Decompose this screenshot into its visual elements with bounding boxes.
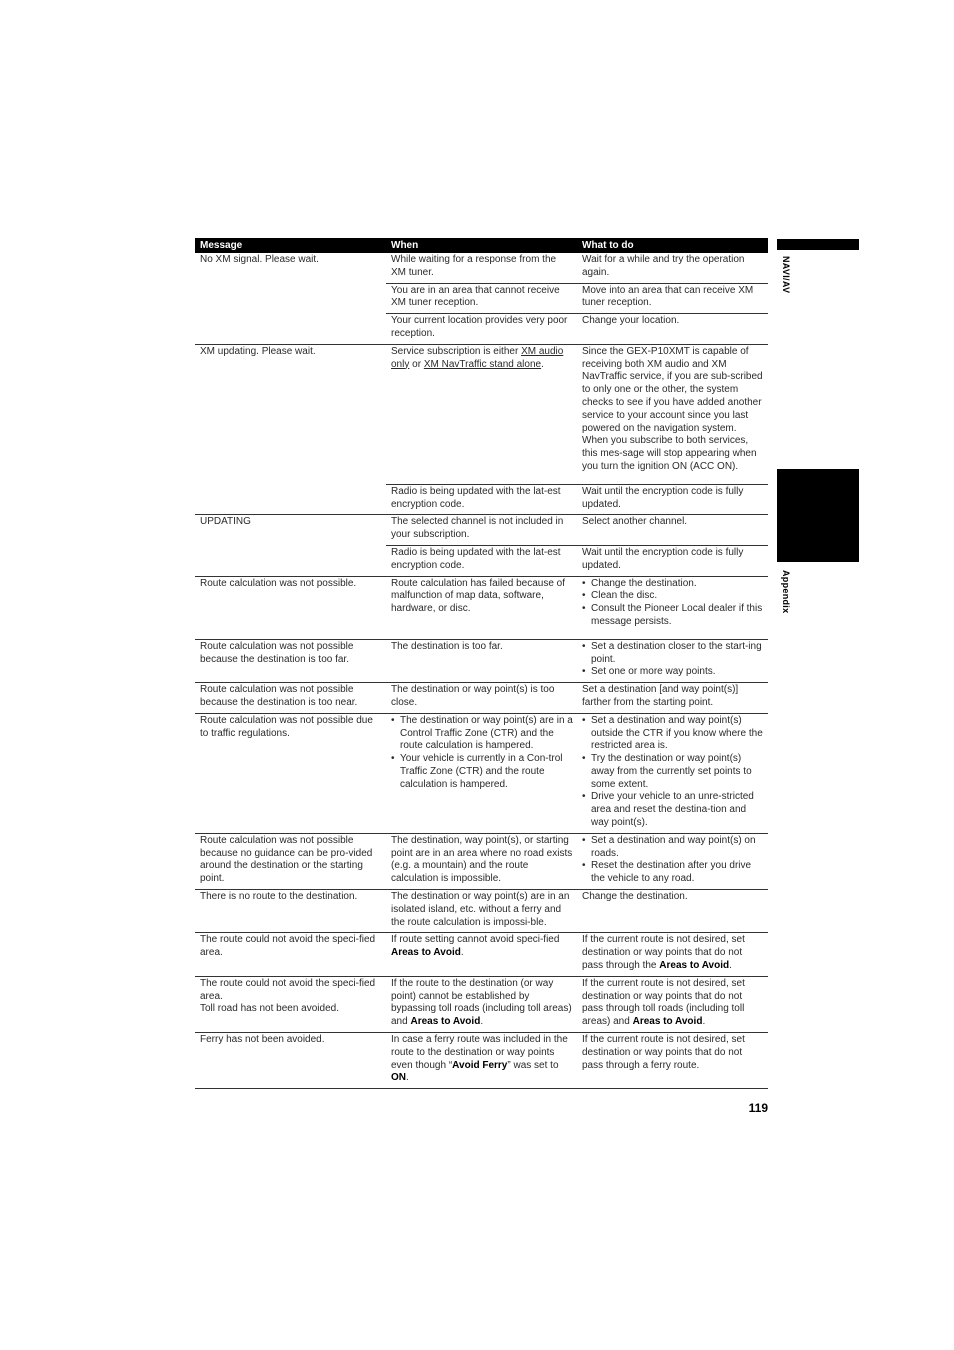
- when-cell: [386, 976, 577, 1032]
- on-term: ON: [391, 1072, 406, 1084]
- table-row: [195, 515, 768, 546]
- what-text: .: [702, 1016, 706, 1028]
- what-cell: Wait until the encryption code is fully updated.: [577, 545, 768, 576]
- message-table: [195, 238, 768, 1089]
- xm-navtraffic-term: XM NavTraffic stand alone: [423, 358, 542, 370]
- areas-to-avoid-term: Areas to Avoid: [391, 947, 461, 959]
- header-message: Message: [195, 238, 386, 253]
- message-cell: There is no route to the destination.: [195, 890, 386, 933]
- list-item: • Try the destination or way point(s) away from the currently set points to some extent.: [582, 753, 764, 791]
- when-cell: [386, 344, 577, 484]
- table-row: [195, 713, 768, 833]
- what-cell: Wait until the encryption code is fully updated.: [577, 484, 768, 515]
- when-cell: Radio is being updated with the lat-est encryption code.: [386, 484, 577, 515]
- list-item: • Set a destination and way point(s) outside the CTR if you know where the restricted area is.: [582, 715, 764, 753]
- when-cell: You are in an area that cannot receive XM tuner reception.: [386, 283, 577, 314]
- what-bullet-list: [582, 641, 764, 679]
- what-cell: Wait for a while and try the operation again.: [582, 254, 745, 278]
- what-cell: Set a destination [and way point(s)] farther from the starting point.: [577, 683, 768, 714]
- when-text: .: [541, 358, 544, 370]
- table-header: [195, 238, 768, 253]
- message-cell: Route calculation was not possible because the destination is too near.: [195, 683, 386, 714]
- when-cell: Radio is being updated with the lat-est encryption code.: [386, 545, 577, 576]
- when-text: or: [409, 358, 424, 370]
- section-label: NAVI/AV: [781, 256, 791, 294]
- what-cell: [577, 933, 768, 976]
- what-cell: Move into an area that can receive XM tuner reception.: [577, 283, 768, 314]
- list-item: • Reset the destination after you drive the vehicle to any road.: [582, 860, 764, 886]
- when-cell: Route calculation has failed because of malfunction of map data, software, hardware, or disc.: [386, 576, 577, 639]
- what-cell: [577, 976, 768, 1032]
- header-what-to-do: What to do: [577, 238, 768, 253]
- what-cell: If the current route is not desired, set destination or way points that do not pass through a ferry route.: [577, 1033, 768, 1089]
- when-text: .: [460, 947, 464, 959]
- table-row: [195, 933, 768, 976]
- when-text: ” was set to: [507, 1059, 559, 1071]
- list-item: • Set a destination closer to the start-ing point.: [582, 641, 764, 667]
- list-item: • Set a destination and way point(s) on roads.: [582, 835, 764, 861]
- what-cell: [577, 576, 768, 639]
- when-cell: Your current location provides very poor reception.: [386, 314, 577, 345]
- list-item: • The destination or way point(s) are in a Control Traffic Zone (CTR) and the route calculation is hampered.: [391, 715, 573, 753]
- message-cell: Route calculation was not possible due to traffic regulations.: [195, 713, 386, 833]
- xm-audio-only-term: XM audio only: [391, 345, 564, 370]
- what-cell: Since the GEX-P10XMT is capable of receiving both XM audio and XM NavTraffic service, if you are sub-scribed to only one or the other, the system checks to see if you have added another service to your account since you last powered on the navigation system. When you subscribe to both services, this mes-sage will stop appearing when you turn the ignition ON (ACC ON).: [577, 344, 768, 484]
- table-row: [195, 344, 768, 484]
- message-cell: UPDATING: [195, 515, 386, 576]
- what-cell: Change your location.: [577, 314, 768, 345]
- table-row: [195, 890, 768, 933]
- when-text: Service subscription is either: [391, 345, 522, 357]
- when-cell: The destination is too far.: [386, 639, 577, 682]
- areas-to-avoid-term: Areas to Avoid: [410, 1016, 481, 1028]
- what-cell: [577, 833, 768, 889]
- message-cell: XM updating. Please wait.: [195, 344, 386, 515]
- message-line: The route could not avoid the speci-fied area.: [200, 977, 376, 1002]
- table-row: [195, 253, 768, 283]
- what-cell: Change the destination.: [577, 890, 768, 933]
- when-text: In case a ferry route was included in the route to the destination or way points even though “: [391, 1034, 568, 1071]
- header-when: When: [386, 238, 577, 253]
- list-item: • Consult the Pioneer Local dealer if this message persists.: [582, 603, 764, 629]
- what-text: If the current route is not desired, set destination or way points that do not pass through toll roads (including toll areas) and: [582, 977, 745, 1028]
- avoid-ferry-term: Avoid Ferry: [452, 1059, 508, 1071]
- areas-to-avoid-term: Areas to Avoid: [632, 1016, 703, 1028]
- when-text: If the route to the destination (or way point) cannot be established by bypassing toll roads (including toll areas) and: [391, 977, 572, 1028]
- message-line: Toll road has not been avoided.: [200, 1003, 339, 1015]
- table-row: [195, 576, 768, 639]
- message-cell: [195, 976, 386, 1032]
- list-item: • Change the destination.: [582, 578, 764, 591]
- when-cell: [386, 713, 577, 833]
- what-cell: [577, 713, 768, 833]
- page-number: 119: [748, 1101, 768, 1115]
- when-cell: The selected channel is not included in your subscription.: [386, 515, 577, 546]
- appendix-tab-bar: [777, 469, 859, 562]
- what-bullet-list: [582, 835, 764, 886]
- when-text: If route setting cannot avoid speci-fied: [391, 934, 560, 946]
- when-bullet-list: [391, 715, 573, 792]
- list-item: • Your vehicle is currently in a Con-trol Traffic Zone (CTR) and the route calculation is hampered.: [391, 753, 573, 791]
- table-row: [195, 833, 768, 889]
- message-cell: Route calculation was not possible because no guidance can be pro-vided around the destination or the starting point.: [195, 833, 386, 889]
- when-cell: While waiting for a response from the XM tuner.: [391, 254, 557, 278]
- what-cell: Select another channel.: [577, 515, 768, 546]
- table-row: [195, 639, 768, 682]
- message-cell: Ferry has not been avoided.: [195, 1033, 386, 1089]
- table-row: [195, 683, 768, 714]
- when-cell: The destination or way point(s) are in an isolated island, etc. without a ferry and the route calculation is impossi-ble.: [386, 890, 577, 933]
- list-item: • Set one or more way points.: [582, 666, 764, 679]
- when-text: .: [480, 1016, 484, 1028]
- message-cell: The route could not avoid the speci-fied area.: [195, 933, 386, 976]
- when-cell: [386, 1033, 577, 1089]
- table-row: [195, 976, 768, 1032]
- message-cell: No XM signal. Please wait.: [200, 254, 319, 265]
- what-text: .: [729, 960, 732, 972]
- what-bullet-list: [582, 578, 764, 629]
- table-body: [195, 253, 768, 1089]
- appendix-label: Appendix: [781, 570, 791, 614]
- areas-to-avoid-term: Areas to Avoid: [659, 960, 730, 972]
- what-cell: [577, 639, 768, 682]
- header-tab-bar: [777, 239, 859, 250]
- when-cell: The destination or way point(s) is too close.: [386, 683, 577, 714]
- message-cell: Route calculation was not possible.: [195, 576, 386, 639]
- when-cell: [386, 933, 577, 976]
- when-cell: The destination, way point(s), or starting point are in an area where no road exists (e.g. a mountain) and the route calculation is impossible.: [386, 833, 577, 889]
- message-cell: Route calculation was not possible because the destination is too far.: [195, 639, 386, 682]
- what-text: If the current route is not desired, set destination or way points that do not pass through the: [582, 934, 745, 972]
- list-item: • Drive your vehicle to an unre-stricted area and reset the destina-tion and way point(s).: [582, 791, 764, 829]
- when-text: .: [406, 1072, 409, 1084]
- table-row: [195, 1033, 768, 1089]
- list-item: • Clean the disc.: [582, 590, 764, 603]
- what-bullet-list: [582, 715, 764, 830]
